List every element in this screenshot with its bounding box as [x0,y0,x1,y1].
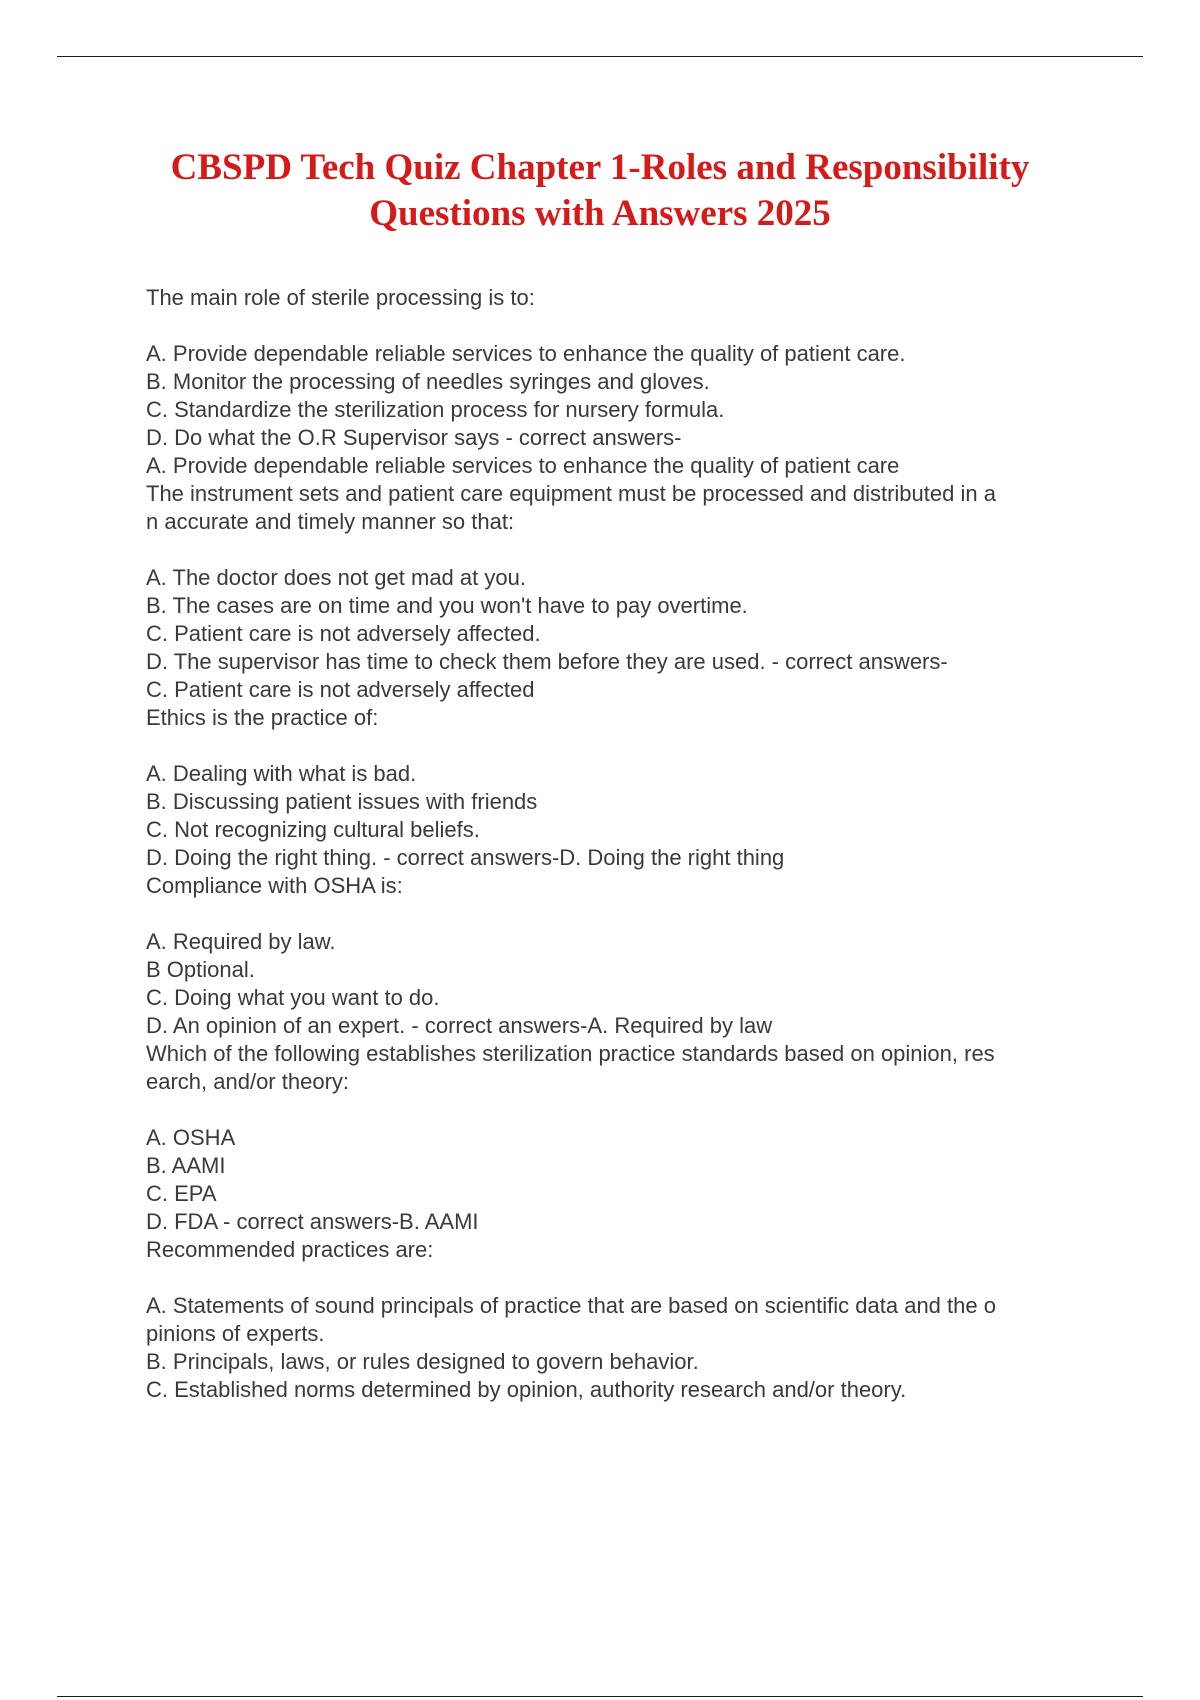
answer-option: B Optional. [146,957,255,982]
answer-option: A. Required by law. [146,929,336,954]
answer-option: pinions of experts. [146,1321,325,1346]
question-prompt: The instrument sets and patient care equipment must be processed and distributed in a [146,481,996,506]
question-block [146,1040,1086,1236]
question-prompt: Which of the following establishes sterilization practice standards based on opinion, res [146,1041,995,1066]
answer-option: C. Not recognizing cultural beliefs. [146,817,480,842]
question-prompt: earch, and/or theory: [146,1069,350,1094]
answer-option: C. Doing what you want to do. [146,985,440,1010]
question-prompt: Recommended practices are: [146,1237,434,1262]
document-title [0,145,1200,237]
title-line-2: Questions with Answers 2025 [369,193,831,234]
answer-option: D. Doing the right thing. - correct answers-D. Doing the right thing [146,845,785,870]
question-prompt: Compliance with OSHA is: [146,873,403,898]
answer-option: D. An opinion of an expert. - correct answers-A. Required by law [146,1013,773,1038]
answer-option: B. Monitor the processing of needles syringes and gloves. [146,369,710,394]
title-line-1: CBSPD Tech Quiz Chapter 1-Roles and Responsibility [170,147,1030,188]
spacer [146,536,1086,564]
answer-option: B. Discussing patient issues with friends [146,789,538,814]
question-prompt: n accurate and timely manner so that: [146,509,515,534]
bottom-rule [57,1696,1143,1697]
answer-option: C. EPA [146,1181,217,1206]
spacer [146,732,1086,760]
answer-option: A. Dealing with what is bad. [146,761,417,786]
question-block [146,872,1086,1040]
answer-option: A. The doctor does not get mad at you. [146,565,526,590]
answer-option: D. The supervisor has time to check them before they are used. - correct answers- [146,649,948,674]
question-block [146,284,1086,480]
answer-option: D. Do what the O.R Supervisor says - correct answers- [146,425,682,450]
quiz-content [146,284,1086,1404]
answer-option: A. Provide dependable reliable services to enhance the quality of patient care. [146,341,906,366]
correct-answer: A. Provide dependable reliable services to enhance the quality of patient care [146,453,900,478]
answer-option: A. OSHA [146,1125,236,1150]
top-rule [57,56,1143,57]
question-prompt: Ethics is the practice of: [146,705,379,730]
spacer [146,1264,1086,1292]
question-block [146,704,1086,872]
answer-option: D. FDA - correct answers-B. AAMI [146,1209,479,1234]
correct-answer: C. Patient care is not adversely affected [146,677,535,702]
question-block [146,1236,1086,1404]
answer-option: C. Patient care is not adversely affected. [146,621,541,646]
answer-option: B. The cases are on time and you won't have to pay overtime. [146,593,748,618]
answer-option: C. Established norms determined by opinion, authority research and/or theory. [146,1377,907,1402]
spacer [146,900,1086,928]
spacer [146,1096,1086,1124]
answer-option: A. Statements of sound principals of practice that are based on scientific data and the o [146,1293,996,1318]
answer-option: C. Standardize the sterilization process for nursery formula. [146,397,725,422]
question-prompt: The main role of sterile processing is to: [146,285,535,310]
spacer [146,312,1086,340]
answer-option: B. Principals, laws, or rules designed to govern behavior. [146,1349,699,1374]
answer-option: B. AAMI [146,1153,226,1178]
question-block [146,480,1086,704]
